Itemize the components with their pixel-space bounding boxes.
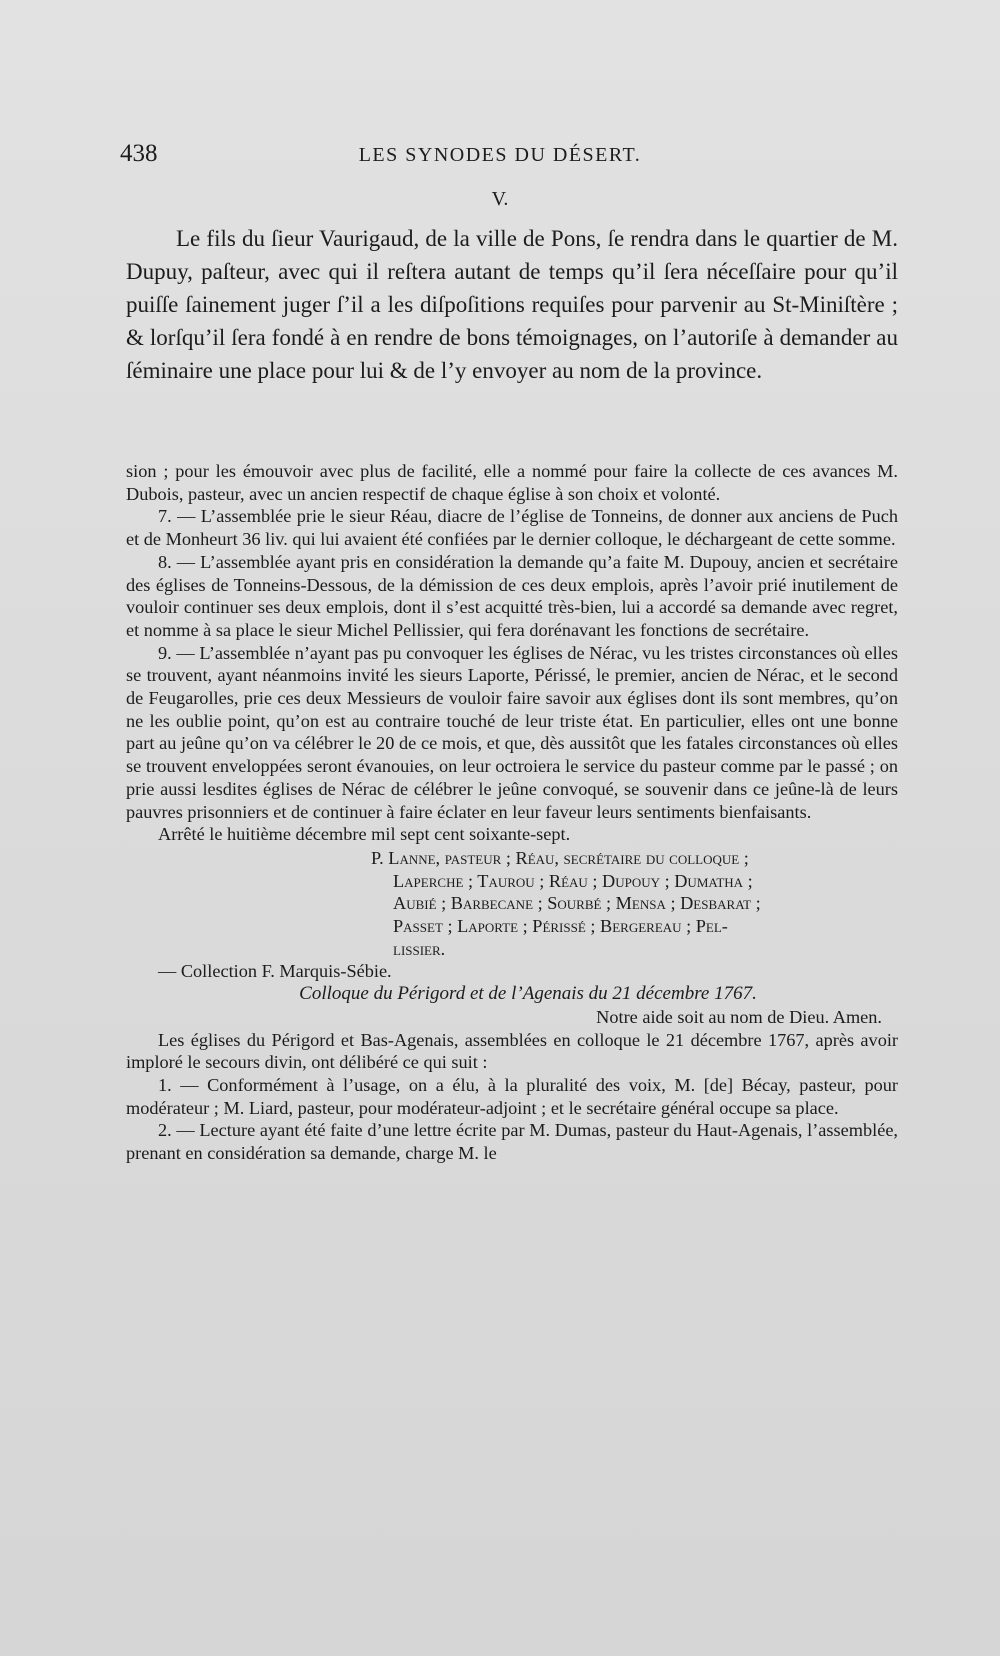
note-item-8: 8. — L’assemblée ayant pris en considération la demande qu’a faite M. Dupouy, ancien et secrétaire des églises de Tonneins-Dessous, de la démission de ces deux emplois, après l’avoir prié inutilement de vouloir continuer ses deux emplois, dont il s’est acquitté très-bien, lui a accordé sa demande avec regret, et nomme à sa place le sieur Michel Pellissier, qui fera dorénavant les fonctions de secrétaire. — [126, 551, 898, 640]
collection-source: — Collection F. Marquis-Sébie. — [158, 961, 392, 982]
motto-line: Notre aide soit au nom de Dieu. Amen. — [596, 1006, 882, 1027]
running-header — [120, 140, 880, 174]
page-number: 438 — [120, 140, 158, 167]
signature-line: Laperche ; Taurou ; Réau ; Dupouy ; Dumatha ; — [393, 870, 753, 891]
note-item-7: 7. — L’assemblée prie le sieur Réau, diacre de l’église de Tonneins, de donner aux anciens de Puch et de Monheurt 36 liv. qui lui avaient été confiées par le dernier colloque, le déchargeant de cette somme. — [126, 506, 898, 550]
running-title: LES SYNODES DU DÉSERT. — [358, 144, 642, 166]
note-continuation: sion ; pour les émouvoir avec plus de facilité, elle a nommé pour faire la collecte de ces avances M. Dubois, pasteur, avec un ancien respectif de chaque église à son choix et volonté. — [126, 461, 898, 504]
colloque-item-2: 2. — Lecture ayant été faite d’une lettre écrite par M. Dumas, pasteur du Haut-Agenais, l’assemblée, prenant en considération sa demande, charge M. le — [126, 1120, 898, 1164]
signature-line: lissier. — [393, 938, 446, 959]
article-paragraph: Le fils du ſieur Vaurigaud, de la ville de Pons, ſe rendra dans le quartier de M. Dupuy, paſteur, avec qui il reſtera autant de temps qu’il ſera néceſſaire pour qu’il puiſſe ſainement juger ſ’il a les diſpoſitions requiſes pour parvenir au St-Miniſtère ; & lorſqu’il ſera fondé à en rendre de bons témoignages, on l’autoriſe à demander au ſéminaire une place pour lui & de l’y envoyer au nom de la province. — [126, 226, 898, 383]
note-item-9: 9. — L’assemblée n’ayant pas pu convoquer les églises de Nérac, vu les tristes circonstances où elles se trouvent, ayant néanmoins invité les sieurs Laporte, Périssé, le premier, ancien de Nérac, et le second de Feugarolles, prie ces deux Messieurs de vouloir faire savoir aux églises dont ils sont membres, qu’on ne les oublie point, qu’on est au contraire touché de leur triste état. En particulier, elles ont une bonne part au jeûne qu’on va célébrer le 20 de ce mois, et que, dès aussitôt que les fatales circonstances où elles se trouvent enveloppées seront évanouies, on leur octroiera le service du pasteur comme par le passé ; on prie aussi lesdites églises de Nérac de célébrer le jeûne convoqué, se souvenir dans ce jeûne-là de leurs pauvres prisonniers et de continuer à faire éclater en leur faveur leurs sentiments bienfaisants. — [126, 642, 898, 822]
colloque-item-1: 1. — Conformément à l’usage, on a élu, à la pluralité des voix, M. [de] Bécay, pasteur, pour modérateur ; M. Liard, pasteur, pour modérateur-adjoint ; et le secrétaire général occupe sa place. — [126, 1074, 898, 1118]
section-number: V. — [491, 188, 509, 210]
signatures — [371, 847, 898, 961]
signature-line: Aubié ; Barbecane ; Sourbé ; Mensa ; Desbarat ; — [393, 893, 761, 914]
signature-line: P. Lanne, pasteur ; Réau, secrétaire du colloque ; — [371, 847, 749, 868]
arrete-line: Arrêté le huitième décembre mil sept cent soixante-sept. — [158, 824, 571, 845]
synod-article-text — [126, 222, 898, 387]
signature-line: Passet ; Laporte ; Périssé ; Bergereau ; Pel- — [393, 916, 728, 937]
colloque-heading: Colloque du Périgord et de l’Agenais du 21 décembre 1767. — [299, 983, 757, 1005]
footnote-block — [126, 460, 898, 1165]
colloque-intro: Les églises du Périgord et Bas-Agenais, assemblées en colloque le 21 décembre 1767, après avoir imploré le secours divin, ont délibéré ce qui suit : — [126, 1029, 898, 1073]
